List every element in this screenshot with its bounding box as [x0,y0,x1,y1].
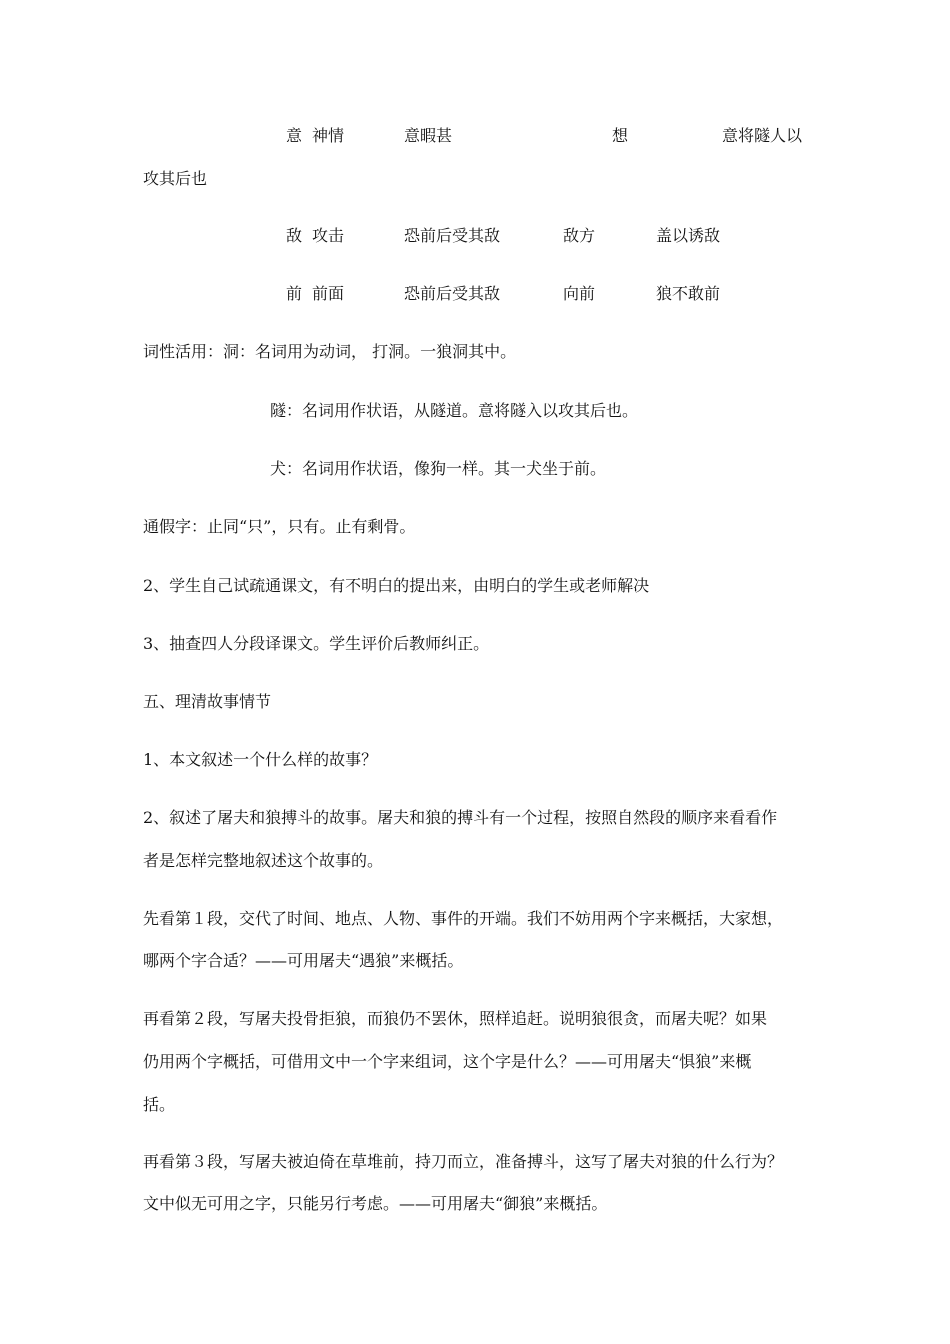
vocab-example: 意将隧人以 [722,126,803,145]
paragraph-line: 文中似无可用之字，只能另行考虑。——可用屠夫“御狼”来概括。 [143,1194,608,1213]
paragraph-line: 2、叙述了屠夫和狼搏斗的故事。屠夫和狼的搏斗有一个过程，按照自然段的顺序来看看作 [143,808,778,827]
vocab-example: 盖以诱敌 [656,226,721,245]
word-usage-heading: 词性活用：洞：名词用为动词， 打洞。一狼洞其中。 [143,342,517,361]
vocab-example: 恐前后受其敌 [404,284,501,303]
step-2: 2、学生自己试疏通课文，有不明白的提出来，由明白的学生或老师解决 [143,576,650,595]
vocab-meaning: 前面 [312,284,345,303]
paragraph-line: 再看第３段，写屠夫被迫倚在草堆前，持刀而立，准备搏斗，这写了屠夫对狼的什么行为？ [143,1152,784,1171]
vocab-word: 敌 [286,226,303,245]
vocab-example: 狼不敢前 [656,284,721,303]
vocab-meaning: 攻击 [312,226,345,245]
vocab-meaning: 敌方 [563,226,596,245]
word-usage-quan: 犬：名词用作状语，像狗一样。其一犬坐于前。 [270,459,607,478]
vocab-meaning: 向前 [563,284,596,303]
paragraph-line: 括。 [143,1095,176,1114]
vocab-word: 前 [286,284,303,303]
vocab-meaning: 神情 [312,126,345,145]
vocab-example: 恐前后受其敌 [404,226,501,245]
vocab-word: 意 [286,126,303,145]
step-3: 3、抽查四人分段译课文。学生评价后教师纠正。 [143,634,490,653]
paragraph-line: 仍用两个字概括，可借用文中一个字来组词，这个字是什么？——可用屠夫“惧狼”来概 [143,1052,752,1071]
vocab-meaning: 想 [612,126,629,145]
paragraph-line: 哪两个字合适？——可用屠夫“遇狼”来概括。 [143,951,464,970]
word-usage-sui: 隧：名词用作状语，从隧道。意将隧入以攻其后也。 [270,401,639,420]
question-1: 1、本文叙述一个什么样的故事？ [143,750,378,769]
tongjiazi-line: 通假字：止同“只”，只有。止有剩骨。 [143,517,416,536]
paragraph-line: 再看第２段，写屠夫投骨拒狼，而狼仍不罢休，照样追赶。说明狼很贪，而屠夫呢？如果 [143,1009,768,1028]
section-title: 五、理清故事情节 [143,692,272,711]
paragraph-line: 者是怎样完整地叙述这个故事的。 [143,851,384,870]
vocab-row-wrap: 攻其后也 [143,169,208,188]
vocab-example: 意暇甚 [404,126,453,145]
paragraph-line: 先看第１段，交代了时间、地点、人物、事件的开端。我们不妨用两个字来概括，大家想， [143,909,784,928]
